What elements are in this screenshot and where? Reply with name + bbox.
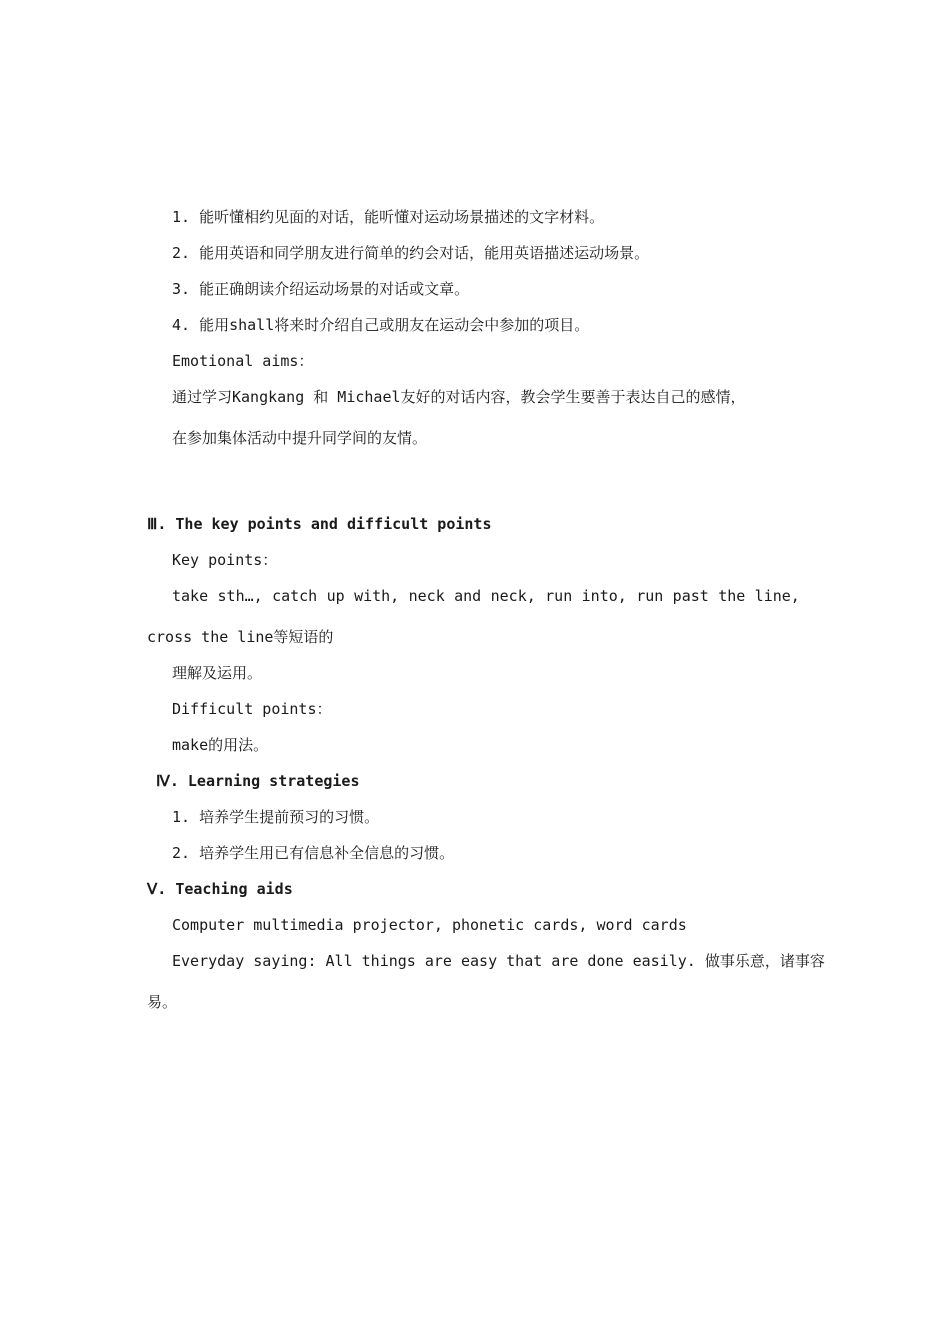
strategy-item: 2. 培养学生用已有信息补全信息的习惯。 <box>172 844 455 862</box>
strategy-item: 1. 培养学生提前预习的习惯。 <box>172 808 380 826</box>
phrase-word: catch <box>272 587 318 605</box>
phrase-word: neck, <box>490 587 536 605</box>
phrase-word: the <box>718 587 746 605</box>
key-points-label: Key points： <box>172 551 278 569</box>
teaching-aids-text: Computer multimedia projector, phonetic cards, word cards <box>172 916 687 934</box>
goal-item: 4. 能用shall将来时介绍自己或朋友在运动会中参加的项目。 <box>172 316 590 334</box>
phrase-word: sth…, <box>217 587 263 605</box>
phrase-word: run <box>636 587 664 605</box>
difficult-points-text: make的用法。 <box>172 736 269 754</box>
key-points-phrases-cont: cross the line等短语的 <box>147 628 334 646</box>
phrase-word: with, <box>354 587 400 605</box>
phrase-word: into, <box>581 587 627 605</box>
phrase-word: line, <box>754 587 800 605</box>
section-4-heading: Ⅳ. Learning strategies <box>156 772 360 790</box>
goal-item: 2. 能用英语和同学朋友进行简单的约会对话，能用英语描述运动场景。 <box>172 244 650 262</box>
section-3-heading: Ⅲ. The key points and difficult points <box>147 515 492 533</box>
everyday-saying: Everyday saying: All things are easy that are done easily. 做事乐意，诸事容 <box>172 952 825 970</box>
difficult-points-label: Difficult points： <box>172 700 332 718</box>
section-5-heading: Ⅴ. Teaching aids <box>147 880 293 898</box>
phrase-word: past <box>672 587 709 605</box>
phrase-word: up <box>326 587 345 605</box>
phrase-word: and <box>454 587 482 605</box>
phrase-word: neck <box>408 587 445 605</box>
goal-item: 1. 能听懂相约见面的对话，能听懂对运动场景描述的文字材料。 <box>172 208 605 226</box>
emotional-aims-text-cont: 在参加集体活动中提升同学间的友情。 <box>172 429 428 447</box>
phrase-word: take <box>172 587 209 605</box>
goal-item: 3. 能正确朗读介绍运动场景的对话或文章。 <box>172 280 470 298</box>
phrase-word: run <box>545 587 573 605</box>
emotional-aims-text: 通过学习Kangkang 和 Michael友好的对话内容，教会学生要善于表达自己的感情， <box>172 388 746 406</box>
everyday-saying-cont: 易。 <box>147 993 178 1011</box>
key-points-usage: 理解及运用。 <box>172 664 263 682</box>
key-points-phrases <box>172 586 800 606</box>
emotional-aims-label: Emotional aims： <box>172 352 314 370</box>
